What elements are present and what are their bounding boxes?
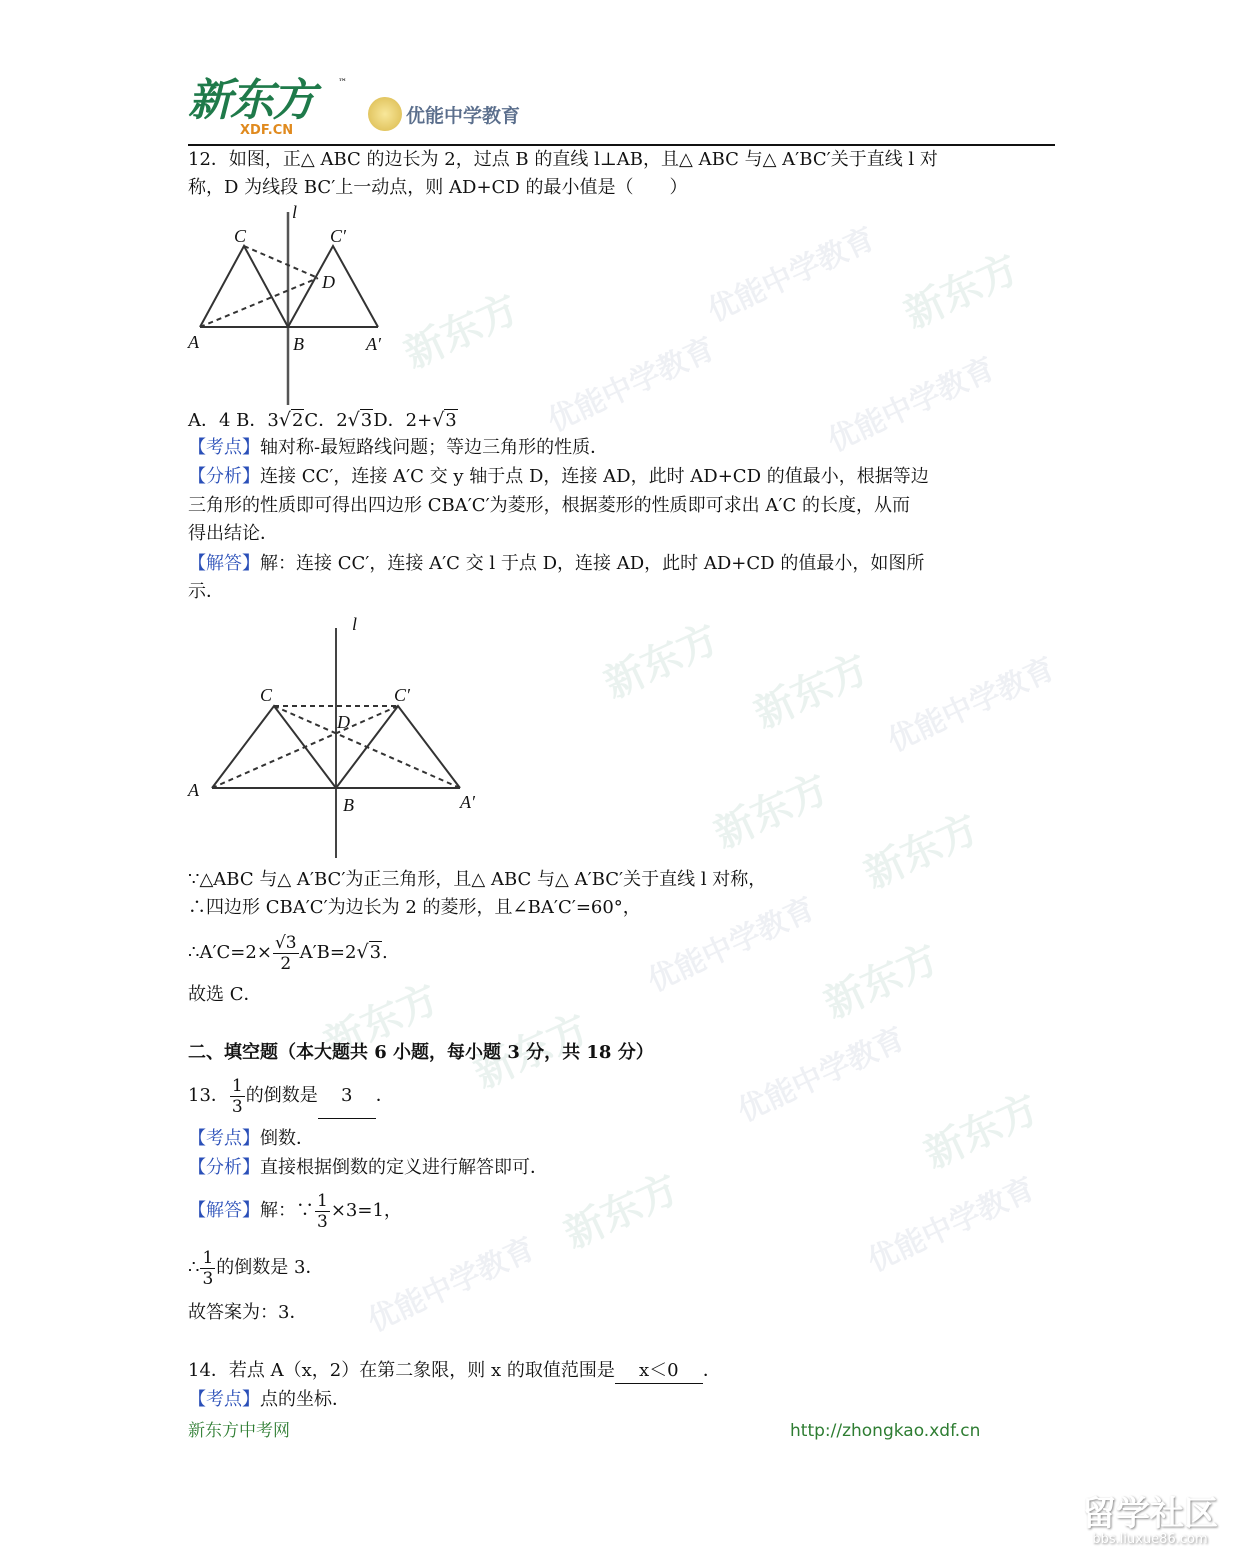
answer-blank: 3 xyxy=(318,1074,376,1119)
label-l: l xyxy=(292,202,298,222)
q12-step2: ∴四边形 CBA′C′为边长为 2 的菱形，且∠BA′C′=60°， xyxy=(188,897,641,918)
label-c2: C′ xyxy=(330,226,346,246)
youneng-logo: 优能中学教育 xyxy=(368,97,520,131)
watermark: 新东方 xyxy=(707,765,836,858)
watermark: 优能中学教育 xyxy=(882,651,1061,760)
q12-fenxi-line3: 得出结论． xyxy=(188,523,278,544)
watermark: 优能中学教育 xyxy=(362,1231,541,1340)
segment-ac2 xyxy=(212,706,398,788)
watermark: 新东方 xyxy=(747,645,876,738)
fraction: $\frac{1}{3}$ xyxy=(202,1247,214,1289)
triangle-abc xyxy=(200,246,288,327)
q13-therefore: ∴ $\frac{1}{3}$ 的倒数是 3． xyxy=(188,1247,324,1289)
label-c: C xyxy=(234,226,247,246)
triangle-a2bc2 xyxy=(336,706,460,788)
watermark: 新东方 xyxy=(597,615,726,708)
q12-fenxi: 【分析】连接 CC′，连接 A′C 交 y 轴于点 D，连接 AD，此时 AD+CD 的值最小，根据等边 xyxy=(188,466,929,487)
watermark: 优能中学教育 xyxy=(542,331,721,440)
header-rule xyxy=(188,144,1055,146)
q12-stem-line1: 12．如图，正△ ABC 的边长为 2，过点 B 的直线 l⊥AB，且△ ABC 与△ A′BC′关于直线 l 对 xyxy=(188,149,938,170)
q12-step3: ∴A′C=2× $\frac{√3}{2}$ A′B=2√3. xyxy=(188,928,388,977)
label-d: D xyxy=(322,272,335,292)
q13-stem: 13． $\frac{1}{3}$ 的倒数是 3 ． xyxy=(188,1074,394,1119)
sqrt: √3 xyxy=(432,409,457,431)
footer-site-name: 新东方中考网 xyxy=(188,1421,290,1441)
fraction: $\frac{√3}{2}$ xyxy=(274,932,297,974)
watermark: 优能中学教育 xyxy=(862,1171,1041,1280)
q13-kaodian: 【考点】倒数． xyxy=(188,1128,314,1149)
q12-kaodian: 【考点】轴对称-最短路线问题；等边三角形的性质． xyxy=(188,437,609,458)
q13-jieda: 【解答】解：∵ $\frac{1}{3}$ ×3=1， xyxy=(188,1190,402,1232)
watermark: 新东方 xyxy=(557,1165,686,1258)
q12-choice: 故选 C． xyxy=(188,984,262,1005)
footer-url[interactable]: http://zhongkao.xdf.cn xyxy=(790,1421,981,1441)
label-a: A xyxy=(188,332,199,352)
lemon-icon xyxy=(368,97,402,131)
q12-fenxi-line2: 三角形的性质即可得出四边形 CBA′C′为菱形，根据菱形的性质即可求出 A′C 的长度，从而 xyxy=(188,495,910,516)
q12-step1: ∵△ABC 与△ A′BC′为正三角形，且△ ABC 与△ A′BC′关于直线 l 对称， xyxy=(188,869,767,890)
q12-jieda: 【解答】解：连接 CC′，连接 A′C 交 l 于点 D，连接 AD，此时 AD+CD 的值最小，如图所 xyxy=(188,553,925,574)
label-a2: A′ xyxy=(460,792,475,812)
label-a2: A′ xyxy=(366,334,381,354)
answer-blank: x＜0 xyxy=(615,1359,703,1384)
label-l: l xyxy=(352,614,358,634)
label-c: C xyxy=(260,685,273,705)
watermark: 优能中学教育 xyxy=(732,1021,911,1130)
fraction: $\frac{1}{3}$ xyxy=(317,1190,328,1232)
sqrt: √3 xyxy=(347,409,373,431)
watermark: 优能中学教育 xyxy=(642,891,821,1000)
segment-cd xyxy=(244,246,318,278)
q12-jieda-line2: 示． xyxy=(188,581,224,602)
watermark: 新东方 xyxy=(917,1085,1046,1178)
xdf-logo: 新东方 XDF.CN ™ xyxy=(188,75,347,138)
figure-1 xyxy=(180,200,400,410)
q13-final: 故答案为：3． xyxy=(188,1302,308,1323)
label-b: B xyxy=(343,795,354,815)
corner-watermark: 留学社区 bbs.liuxue86.com xyxy=(1082,1494,1218,1547)
q14-stem: 14．若点 A（x，2）在第二象限，则 x 的取值范围是 x＜0 ． xyxy=(188,1359,721,1384)
watermark: 新东方 xyxy=(467,1005,596,1098)
label-b: B xyxy=(293,334,304,354)
label-c2: C′ xyxy=(394,685,410,705)
sqrt: √3 xyxy=(356,941,382,963)
section-heading: 二、填空题（本大题共 6 小题，每小题 3 分，共 18 分） xyxy=(188,1042,654,1063)
watermark: 新东方 xyxy=(817,935,946,1028)
fraction: $\frac{1}{3}$ xyxy=(231,1075,243,1117)
watermark: 优能中学教育 xyxy=(702,221,881,330)
watermark: 优能中学教育 xyxy=(822,351,1001,460)
q12-options: A．4 B．3√2C．2√3D．2+√3 xyxy=(188,409,457,431)
segment-a2c xyxy=(274,706,460,788)
segment-ad xyxy=(200,278,318,327)
watermark: 新东方 xyxy=(397,285,526,378)
watermark: 新东方 xyxy=(317,975,446,1068)
figure-2 xyxy=(180,608,480,863)
sqrt: √2 xyxy=(278,409,304,431)
watermark: 新东方 xyxy=(897,245,1026,338)
label-a: A xyxy=(188,780,199,800)
q13-fenxi: 【分析】直接根据倒数的定义进行解答即可． xyxy=(188,1157,548,1178)
label-d: D xyxy=(337,712,350,732)
q14-kaodian: 【考点】点的坐标． xyxy=(188,1389,350,1410)
q12-stem-line2: 称，D 为线段 BC′上一动点，则 AD+CD 的最小值是（ ） xyxy=(188,177,688,198)
triangle-abc xyxy=(212,706,336,788)
watermark: 新东方 xyxy=(857,805,986,898)
